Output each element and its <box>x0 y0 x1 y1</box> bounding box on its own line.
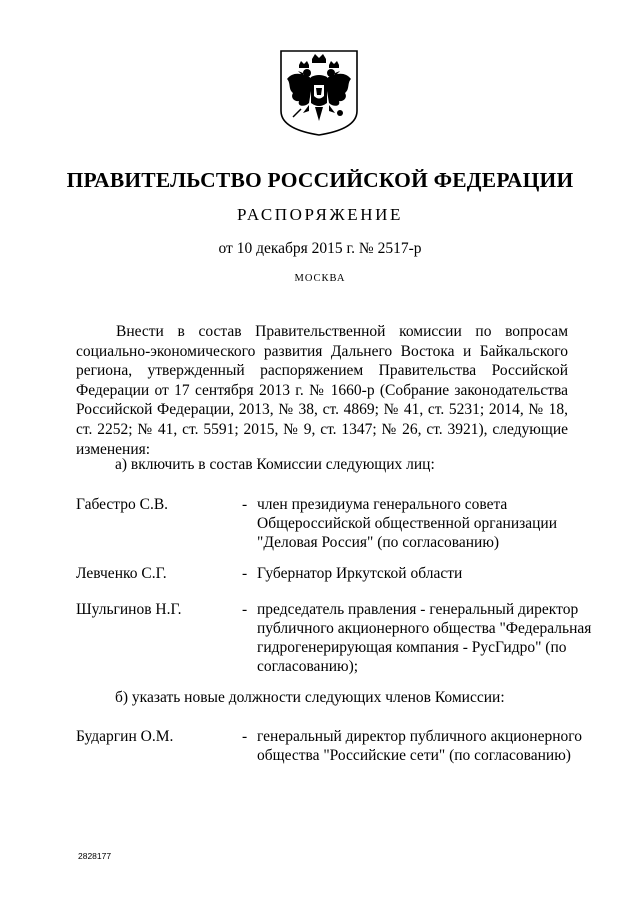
member-name: Шульгинов Н.Г. <box>76 601 182 618</box>
section-b-heading: б) указать новые должности следующих членов Комиссии: <box>115 689 505 706</box>
section-a-heading: а) включить в состав Комиссии следующих лиц: <box>115 456 435 473</box>
member-name: Габестро С.В. <box>76 496 169 513</box>
member-description: председатель правления - генеральный директор публичного акционерного общества "Федеральная гидрогенерирующая компания - РусГидро" (по согласованию); <box>257 601 592 675</box>
member-name: Бударгин О.М. <box>76 728 174 745</box>
member-description: член президиума генерального совета Общероссийской общественной организации "Деловая Россия" (по согласованию) <box>257 496 557 551</box>
member-description: Губернатор Иркутской области <box>257 565 463 582</box>
member-description: генеральный директор публичного акционерного общества "Российские сети" (по согласованию) <box>257 728 582 764</box>
dash-separator: - <box>242 565 248 582</box>
dash-separator: - <box>242 496 248 513</box>
intro-paragraph: Внести в состав Правительственной комиссии по вопросам социально-экономического развития Дальнего Востока и Байкальского региона, утвержденный распоряжением Правительства Российской Федерации от 17 сентября 2013 г. № 1660-р (Собрание законодательства Российской Федерации, 2013, № 38, ст. 4869; № 41, ст. 5231; 2014, № 18, ст. 2252; № 41, ст. 5591; 2015, № 9, ст. 1347; № 26, ст. 3921), следующие изменения: <box>76 323 568 458</box>
organization-title: ПРАВИТЕЛЬСТВО РОССИЙСКОЙ ФЕДЕРАЦИИ <box>66 168 574 192</box>
document-type: РАСПОРЯЖЕНИЕ <box>236 205 404 224</box>
document-code: 2828177 <box>78 851 112 861</box>
document-city: МОСКВА <box>294 273 346 284</box>
document-date-number: от 10 декабря 2015 г. № 2517-р <box>218 240 422 257</box>
dash-separator: - <box>242 728 248 745</box>
dash-separator: - <box>242 601 248 618</box>
coat-of-arms-icon <box>279 49 359 137</box>
member-name: Левченко С.Г. <box>76 565 167 582</box>
